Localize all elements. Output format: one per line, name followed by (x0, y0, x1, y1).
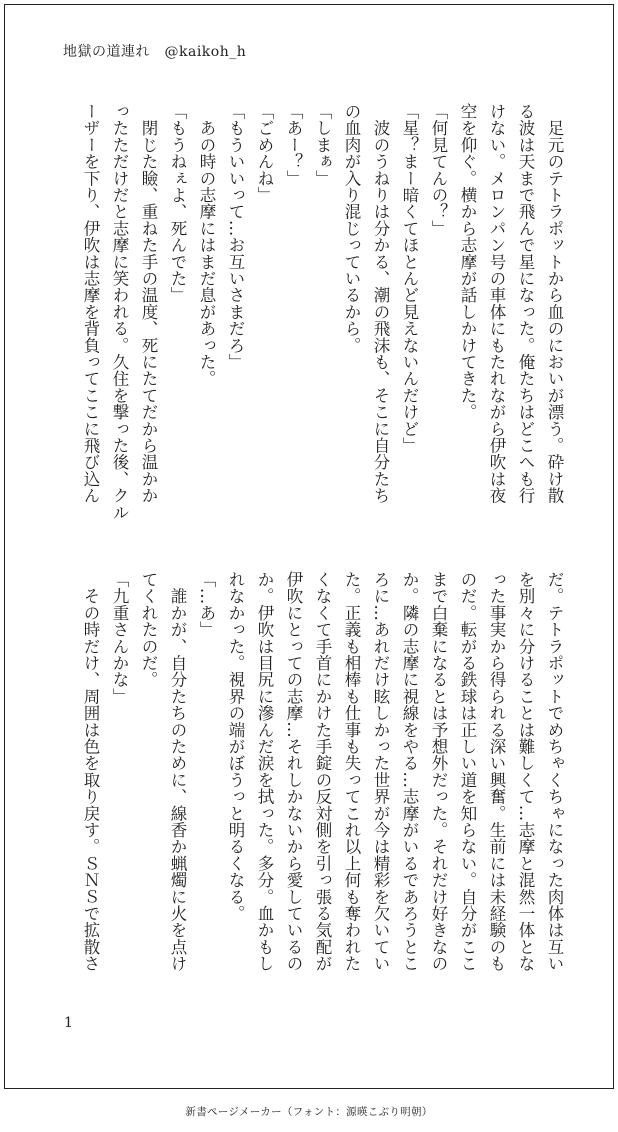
text-line: 「何見てんの？」 (429, 103, 448, 237)
text-line: 空を仰ぐ。横から志摩が話しかけてきた。 (458, 103, 477, 421)
text-block-upper (61, 103, 569, 535)
text-line: か。伊吹は目尻に滲んだ涙を拭った。多分。血かもし (255, 571, 274, 972)
text-line: を別々に分けることは難しくて…志摩と混然一体とな (516, 571, 535, 972)
text-line: 閉じた瞼、重ねた手の温度、死にたてだから温かか (139, 103, 158, 504)
text-line: 伊吹にとっての志摩…それしかないから愛しているの (284, 571, 303, 972)
text-line: 誰かが、自分たちのために、線香か蝋燭に火を点け (168, 571, 187, 972)
text-line: ったただけだと志摩に笑われる。久住を撃った後、クル (110, 103, 129, 521)
text-line: ーザーを下り、伊吹は志摩を背負ってここに飛び込ん (81, 103, 100, 504)
text-line: くなくて手首にかけた手錠の反対側を引っ張る気配が (313, 571, 332, 972)
page-number: 1 (64, 1015, 73, 1031)
text-line: 「もういいって…お互いさまだろ」 (226, 103, 245, 371)
text-line: の血肉が入り混じっているから。 (342, 103, 361, 354)
text-line: まで白棄になるとは予想外だった。それだけ好きなの (429, 571, 448, 972)
text-line: だ。テトラポットでめちゃくちゃになった肉体は互い (545, 571, 564, 972)
page-header (63, 41, 246, 61)
text-line: のだ。転がる鉄球は正しい道を知らない。自分がここ (458, 571, 477, 972)
text-line: る波は天まで飛んで星になった。俺たちはどこへも行 (516, 103, 535, 504)
text-line: けない。メロンパン号の車体にもたれながら伊吹は夜 (487, 103, 506, 504)
work-title: 地獄の道連れ (63, 44, 150, 60)
text-line: 足元のテトラポットから血のにおいが漂う。砕け散 (545, 103, 564, 504)
text-line: 「あー？」 (284, 103, 303, 187)
page-frame (4, 4, 614, 1089)
text-line: ろに…あれだけ眩しかった世界が今は精彩を欠いてい (371, 571, 390, 972)
text-line: 波のうねりは分かる、潮の飛沫も、そこに自分たち (371, 103, 390, 504)
text-line: 「しまぁ」 (313, 103, 332, 187)
text-line: った事実から得られる深い興奮。生前には未経験のも (487, 571, 506, 972)
author-handle: @kaikoh_h (164, 44, 247, 60)
text-line: か。隣の志摩に視線をやる…志摩がいるであろうとこ (400, 571, 419, 972)
text-line: あの時の志摩にはまだ息があった。 (197, 103, 216, 387)
text-line: た。正義も相棒も仕事も失ってこれ以上何も奪われた (342, 571, 361, 972)
text-line: 「…あ」 (197, 571, 216, 638)
text-line: 「もうねぇよ、死んでた」 (168, 103, 187, 304)
text-block-lower (61, 571, 569, 991)
text-line: てくれたのだ。 (139, 571, 158, 688)
text-line: 「星？まー暗くてほとんど見えないんだけど」 (400, 103, 419, 454)
text-line: 「ごめんね」 (255, 103, 274, 204)
text-line: その時だけ、周囲は色を取り戻す。ＳＮＳで拡散さ (81, 571, 100, 972)
generator-credit: 新書ページメーカー（フォント：源暎こぶり明朝） (185, 1106, 433, 1118)
text-line: 「九重さんかな」 (110, 571, 129, 705)
text-line: れなかった。視界の端がぼうっと明るくなる。 (226, 571, 245, 922)
